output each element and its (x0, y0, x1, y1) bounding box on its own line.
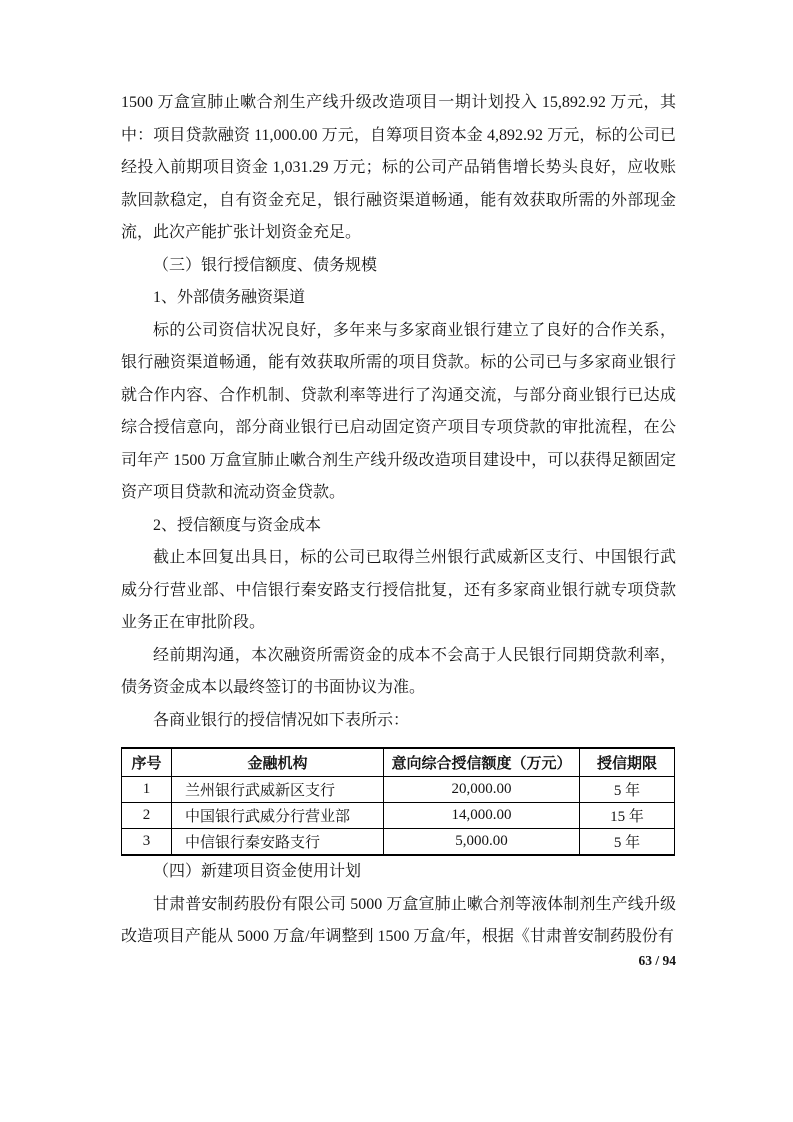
cell-credit-amount: 14,000.00 (384, 803, 580, 829)
cell-credit-amount: 5,000.00 (384, 829, 580, 856)
column-header-credit-term: 授信期限 (580, 748, 675, 777)
cell-institution: 中信银行秦安路支行 (172, 829, 384, 856)
paragraph-table-intro: 各商业银行的授信情况如下表所示： (153, 711, 410, 729)
cell-credit-term: 5 年 (580, 777, 675, 803)
credit-table-header-row (122, 748, 675, 777)
subsection-external-debt-channels: 1、外部债务融资渠道 (153, 289, 306, 306)
cell-index: 1 (122, 777, 172, 803)
document-body (121, 87, 676, 970)
table-row (122, 803, 675, 829)
credit-table (121, 747, 675, 856)
paragraph-funding-cost: 经前期沟通，本次融资所需资金的成本不会高于人民银行同期贷款利率，债务资金成本以最终签订的书面协议为准。 (121, 646, 676, 696)
paragraph-credit-approvals: 截止本回复出具日，标的公司已取得兰州银行武威新区支行、中国银行武威分行营业部、中信银行秦安路支行授信批复，还有多家商业银行就专项贷款业务正在审批阶段。 (121, 549, 676, 631)
section-heading-new-project-funds: （四）新建项目资金使用计划 (153, 863, 362, 880)
column-header-index: 序号 (122, 748, 172, 777)
page-number: 63 / 94 (638, 952, 676, 968)
cell-institution: 兰州银行武威新区支行 (172, 777, 384, 803)
table-row (122, 777, 675, 803)
cell-credit-term: 5 年 (580, 829, 675, 856)
cell-index: 2 (122, 803, 172, 829)
paragraph-credit-standing: 标的公司资信状况良好，多年来与多家商业银行建立了良好的合作关系，银行融资渠道畅通，能有效获取所需的项目贷款。标的公司已与多家商业银行就合作内容、合作机制、贷款利率等进行了沟通交流，与部分商业银行已达成综合授信意向，部分商业银行已启动固定资产项目专项贷款的审批流程，在公司年产 1500 万盒宣肺止嗽合剂生产线升级改造项目建设中，可以获得足额固定资产项目贷款和流动资金贷款。 (121, 321, 676, 501)
subsection-credit-line-cost: 2、授信额度与资金成本 (153, 516, 322, 534)
cell-index: 3 (122, 829, 172, 856)
table-row (122, 829, 675, 856)
section-heading-bank-credit: （三）银行授信额度、债务规模 (153, 256, 378, 274)
paragraph-capacity-adjustment: 甘肃普安制药股份有限公司 5000 万盒宣肺止嗽合剂等液体制剂生产线升级改造项目产能从 5000 万盒/年调整到 1500 万盒/年，根据《甘肃普安制药股份有 (121, 895, 676, 945)
cell-institution: 中国银行武威分行营业部 (172, 803, 384, 829)
paragraph-project-investment: 1500 万盒宣肺止嗽合剂生产线升级改造项目一期计划投入 15,892.92 万元，其中：项目贷款融资 11,000.00 万元，自筹项目资本金 4,892.92 万元，标的公司已经投入前期项目资金 1,031.29 万元；标的公司产品销售增长势头良好，应收账款回款稳定，自有资金充足，银行融资渠道畅通，能有效获取所需的外部现金流，此次产能扩张计划资金充足。 (121, 94, 676, 241)
column-header-credit-amount: 意向综合授信额度（万元） (384, 748, 580, 777)
cell-credit-term: 15 年 (580, 803, 675, 829)
column-header-institution: 金融机构 (172, 748, 384, 777)
cell-credit-amount: 20,000.00 (384, 777, 580, 803)
